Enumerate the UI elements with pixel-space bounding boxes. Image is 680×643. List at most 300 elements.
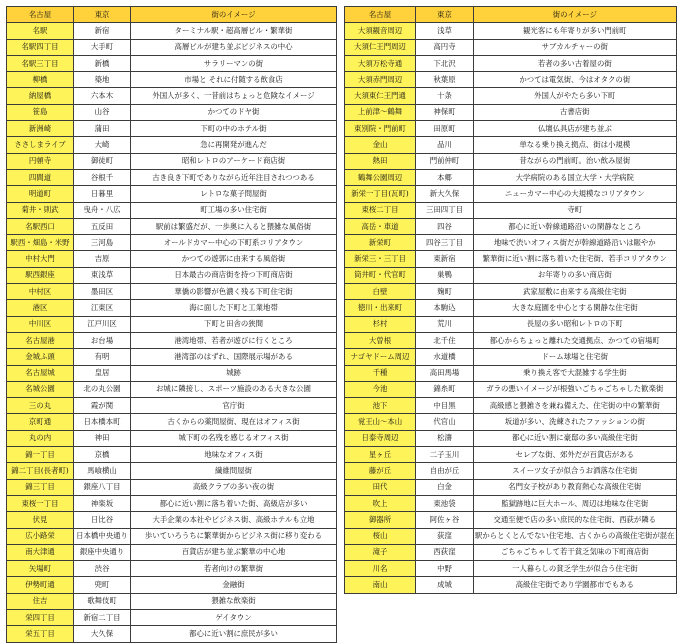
nagoya-area-cell: 四間道	[7, 169, 74, 185]
tokyo-area-cell: 代官山	[416, 414, 474, 430]
table-row	[7, 153, 337, 169]
right-table-body	[345, 23, 677, 593]
tokyo-area-cell: 御徒町	[74, 153, 131, 169]
nagoya-area-cell: 笹島	[7, 104, 74, 120]
tokyo-area-cell: 大崎	[74, 137, 131, 153]
image-description-cell: 都心からちょっと離れた交通拠点、かつての宿場町	[474, 332, 677, 348]
table-row	[7, 561, 337, 577]
nagoya-area-cell: 明道町	[7, 186, 74, 202]
image-description-cell: ニューカマー中心の大規模なコリアタウン	[474, 186, 677, 202]
nagoya-area-cell: 名駅西口	[7, 218, 74, 234]
table-row	[345, 218, 677, 234]
tokyo-area-cell: お台場	[74, 332, 131, 348]
table-row	[345, 267, 677, 283]
left-table	[6, 6, 337, 643]
table-row	[345, 447, 677, 463]
tokyo-area-cell: 日暮里	[74, 186, 131, 202]
table-row	[345, 544, 677, 560]
nagoya-area-cell: 中村大門	[7, 251, 74, 267]
nagoya-area-cell: 名古屋港	[7, 332, 74, 348]
tokyo-area-cell: 東池袋	[416, 495, 474, 511]
nagoya-area-cell: 千種	[345, 365, 416, 381]
nagoya-area-cell: 中村区	[7, 284, 74, 300]
tokyo-area-cell: 江戸川区	[74, 316, 131, 332]
nagoya-area-cell: 京町通	[7, 414, 74, 430]
nagoya-area-cell: 円頓寺	[7, 153, 74, 169]
tokyo-area-cell: 白金	[416, 479, 474, 495]
image-description-cell: 高級感と猥雑さを兼ね備えた、住宅街の中の繁華街	[474, 398, 677, 414]
nagoya-area-cell: 新栄町	[345, 235, 416, 251]
table-row	[345, 235, 677, 251]
table-row	[7, 88, 337, 104]
image-description-cell: 坂道が多い、洗練されたファッションの街	[474, 414, 677, 430]
nagoya-area-cell: 杉村	[345, 316, 416, 332]
tokyo-area-cell: 四谷	[416, 218, 474, 234]
table-row	[345, 55, 677, 71]
tokyo-area-cell: 大久保	[74, 626, 131, 642]
table-row	[345, 121, 677, 137]
tokyo-area-cell: 霞が関	[74, 398, 131, 414]
table-row	[345, 72, 677, 88]
table-row	[345, 365, 677, 381]
image-description-cell: 昭和レトロのアーケード商店街	[131, 153, 337, 169]
tokyo-area-cell: 東浅草	[74, 267, 131, 283]
nagoya-area-cell: 錦二丁目(長者町)	[7, 463, 74, 479]
nagoya-area-cell: 御器所	[345, 512, 416, 528]
table-row	[7, 316, 337, 332]
image-description-cell: 寺町	[474, 202, 677, 218]
image-description-cell: 乗り換え客で大混雑する学生街	[474, 365, 677, 381]
tokyo-area-cell: 十条	[416, 88, 474, 104]
tokyo-area-cell: 銀座中央通り	[74, 544, 131, 560]
tokyo-area-cell: 有明	[74, 349, 131, 365]
table-row	[7, 72, 337, 88]
nagoya-area-cell: 徳川・出来町	[345, 300, 416, 316]
table-row	[345, 186, 677, 202]
tokyo-area-cell: 品川	[416, 137, 474, 153]
image-description-cell: サブカルチャーの街	[474, 39, 677, 55]
tokyo-area-cell: 新大久保	[416, 186, 474, 202]
image-description-cell: 官庁街	[131, 398, 337, 414]
tokyo-area-cell: 田原町	[416, 121, 474, 137]
image-description-cell: 名門女子校があり教育熱心な高級住宅街	[474, 479, 677, 495]
tokyo-area-cell: 神保町	[416, 104, 474, 120]
tokyo-area-cell: 北千住	[416, 332, 474, 348]
image-description-cell: 下町の中のホテル街	[131, 121, 337, 137]
tokyo-area-cell: 二子玉川	[416, 447, 474, 463]
tokyo-area-cell: 四谷三丁目	[416, 235, 474, 251]
image-description-cell: ごちゃごちゃして若干貧乏気味の下町商店街	[474, 544, 677, 560]
nagoya-area-cell: 川名	[345, 561, 416, 577]
nagoya-area-cell: 柳橋	[7, 72, 74, 88]
image-description-cell: ゲイタウン	[131, 609, 337, 625]
table-row	[7, 300, 337, 316]
table-row	[345, 577, 677, 593]
table-row	[7, 544, 337, 560]
image-description-cell: 海に面した下町と工業地帯	[131, 300, 337, 316]
table-row	[345, 414, 677, 430]
tokyo-area-cell: 新橋	[74, 55, 131, 71]
nagoya-area-cell: 滝子	[345, 544, 416, 560]
table-row	[7, 593, 337, 609]
image-description-cell: お城に隣接し、スポーツ施設のある大きな公園	[131, 381, 337, 397]
table-row	[7, 463, 337, 479]
header-image: 街のイメージ	[474, 7, 677, 23]
tokyo-area-cell: 神田	[74, 430, 131, 446]
nagoya-area-cell: 南山	[345, 577, 416, 593]
image-description-cell: 大手企業の本社やビジネス街、高級ホテルも立地	[131, 512, 337, 528]
image-description-cell: 華僑の影響が色濃く残る下町住宅街	[131, 284, 337, 300]
tokyo-area-cell: 渋谷	[74, 561, 131, 577]
table-row	[7, 495, 337, 511]
table-row	[345, 137, 677, 153]
image-description-cell: 駅からとくとんでない住宅地、古くからの高級住宅街が混在	[474, 528, 677, 544]
tokyo-area-cell: 成城	[416, 577, 474, 593]
image-description-cell: セレブな街、郊外だが百貨店がある	[474, 447, 677, 463]
image-description-cell: 若者向けの繁華街	[131, 561, 337, 577]
tokyo-area-cell: 自由が丘	[416, 463, 474, 479]
table-row	[345, 381, 677, 397]
nagoya-area-cell: 矢場町	[7, 561, 74, 577]
table-row	[7, 398, 337, 414]
tokyo-area-cell: 日比谷	[74, 512, 131, 528]
image-description-cell: ターミナル駅・超高層ビル・繁華街	[131, 23, 337, 39]
right-table	[344, 6, 677, 594]
table-row	[7, 447, 337, 463]
image-description-cell: 都心に近い割に庶民が多い	[131, 626, 337, 642]
tokyo-area-cell: 水道橋	[416, 349, 474, 365]
image-description-cell: スイーツ女子が似合うお洒落な住宅街	[474, 463, 677, 479]
image-description-cell: 地味なオフィス街	[131, 447, 337, 463]
table-row	[345, 561, 677, 577]
table-row	[345, 430, 677, 446]
nagoya-area-cell: 大須赤門周辺	[345, 72, 416, 88]
nagoya-area-cell: 東桜二丁目	[345, 202, 416, 218]
table-row	[7, 332, 337, 348]
nagoya-area-cell: 港区	[7, 300, 74, 316]
image-description-cell: 交通至便で店の多い庶民的な住宅街、西荻が隣る	[474, 512, 677, 528]
image-description-cell: 昔ながらの門前町。治い飲み屋街	[474, 153, 677, 169]
nagoya-area-cell: 大須観音周辺	[345, 23, 416, 39]
nagoya-area-cell: 鶴舞公園周辺	[345, 169, 416, 185]
table-row	[7, 430, 337, 446]
nagoya-area-cell: 熱田	[345, 153, 416, 169]
tokyo-area-cell: 大手町	[74, 39, 131, 55]
tokyo-area-cell: 曳舟・八広	[74, 202, 131, 218]
tokyo-area-cell: 高田馬場	[416, 365, 474, 381]
image-description-cell: 長屋の多い昭和レトロの下町	[474, 316, 677, 332]
header-image: 街のイメージ	[131, 7, 337, 23]
tokyo-area-cell: 西荻窪	[416, 544, 474, 560]
nagoya-area-cell: 上前津〜鶴舞	[345, 104, 416, 120]
table-row	[7, 169, 337, 185]
table-row	[7, 365, 337, 381]
image-description-cell: 城跡	[131, 365, 337, 381]
table-row	[345, 202, 677, 218]
image-description-cell: 単なる乗り換え拠点、街は小規模	[474, 137, 677, 153]
image-description-cell: ガラの悪いイメージが根強いごちゃごちゃした歓楽街	[474, 381, 677, 397]
image-description-cell: 町工場の多い住宅街	[131, 202, 337, 218]
table-row	[7, 137, 337, 153]
nagoya-area-cell: 広小路栄	[7, 528, 74, 544]
nagoya-area-cell: 錦三丁目	[7, 479, 74, 495]
nagoya-area-cell: 名城公園	[7, 381, 74, 397]
table-row	[7, 577, 337, 593]
tokyo-area-cell: 馬喰横山	[74, 463, 131, 479]
table-row	[345, 349, 677, 365]
nagoya-area-cell: 新栄三・三丁目	[345, 251, 416, 267]
table-row	[345, 495, 677, 511]
tokyo-area-cell: 荻窪	[416, 528, 474, 544]
image-description-cell: 一人暮らしの貧乏学生が似合う住宅街	[474, 561, 677, 577]
tokyo-area-cell: 吉原	[74, 251, 131, 267]
nagoya-area-cell: 伊勢町通	[7, 577, 74, 593]
tokyo-area-cell: 築地	[74, 72, 131, 88]
table-row	[345, 512, 677, 528]
nagoya-area-cell: 田代	[345, 479, 416, 495]
nagoya-area-cell: 日泰寺周辺	[345, 430, 416, 446]
right-header-row	[345, 7, 677, 23]
tokyo-area-cell: 本駒込	[416, 300, 474, 316]
table-row	[7, 381, 337, 397]
header-nagoya: 名古屋	[7, 7, 74, 23]
tokyo-area-cell: 新宿二丁目	[74, 609, 131, 625]
table-row	[7, 267, 337, 283]
table-row	[7, 23, 337, 39]
nagoya-area-cell: 金城ふ頭	[7, 349, 74, 365]
image-description-cell: 大きな庭園を中心とする閑静な住宅街	[474, 300, 677, 316]
nagoya-area-cell: 名駅三丁目	[7, 55, 74, 71]
nagoya-area-cell: 名駅	[7, 23, 74, 39]
table-row	[345, 39, 677, 55]
table-row	[7, 186, 337, 202]
nagoya-area-cell: 覚王山〜本山	[345, 414, 416, 430]
nagoya-area-cell: 大須東仁王門通	[345, 88, 416, 104]
tokyo-area-cell: 阿佐ヶ谷	[416, 512, 474, 528]
table-row	[7, 349, 337, 365]
tokyo-area-cell: 東新宿	[416, 251, 474, 267]
nagoya-area-cell: 駅西・畑島・米野	[7, 235, 74, 251]
image-description-cell: 仏壇仏具店が建ち並ぶ	[474, 121, 677, 137]
tokyo-area-cell: 銀座八丁目	[74, 479, 131, 495]
image-description-cell: かつては電気街、今はオタクの街	[474, 72, 677, 88]
tokyo-area-cell: 高円寺	[416, 39, 474, 55]
image-description-cell: 古書店街	[474, 104, 677, 120]
table-row	[345, 153, 677, 169]
nagoya-area-cell: 三の丸	[7, 398, 74, 414]
tokyo-area-cell: 六本木	[74, 88, 131, 104]
tokyo-area-cell: 三河島	[74, 235, 131, 251]
tokyo-area-cell: 兜町	[74, 577, 131, 593]
tokyo-area-cell: 門前仲町	[416, 153, 474, 169]
tokyo-area-cell: 荒川	[416, 316, 474, 332]
header-tokyo: 東京	[416, 7, 474, 23]
image-description-cell: 急に再開発が進んだ	[131, 137, 337, 153]
tokyo-area-cell: 中目黒	[416, 398, 474, 414]
nagoya-area-cell: 住吉	[7, 593, 74, 609]
image-description-cell: 百貨店が建ち並ぶ繁華の中心地	[131, 544, 337, 560]
table-row	[7, 251, 337, 267]
tokyo-area-cell: 蒲田	[74, 121, 131, 137]
tokyo-area-cell: 五反田	[74, 218, 131, 234]
image-description-cell: 歩いていろうちに繁華街からビジネス街に移り変わる	[131, 528, 337, 544]
nagoya-area-cell: 名駅四丁目	[7, 39, 74, 55]
nagoya-area-cell: 新洲崎	[7, 121, 74, 137]
nagoya-area-cell: 星ヶ丘	[345, 447, 416, 463]
image-description-cell: 高級住宅街であり学園都市でもある	[474, 577, 677, 593]
nagoya-area-cell: 筒井町・代官町	[345, 267, 416, 283]
image-description-cell: 古くからの薬問屋街、現在はオフィス街	[131, 414, 337, 430]
image-description-cell: 観光客にも年寄りが多い門前町	[474, 23, 677, 39]
image-description-cell: 地味で渋いオフィス街だが幹線道路沿いは賑やか	[474, 235, 677, 251]
tokyo-area-cell: 三田四丁目	[416, 202, 474, 218]
image-description-cell: 古き良き下町でありながら近年注目されつつある	[131, 169, 337, 185]
left-table-body	[7, 23, 337, 642]
table-row	[7, 202, 337, 218]
image-description-cell: 高級クラブの多い夜の街	[131, 479, 337, 495]
table-row	[345, 300, 677, 316]
tokyo-area-cell: 巣鴨	[416, 267, 474, 283]
table-row	[7, 626, 337, 642]
nagoya-area-cell: 大須万松寺通	[345, 55, 416, 71]
nagoya-area-cell: 新栄一丁目(瓦町)	[345, 186, 416, 202]
nagoya-area-cell: 中川区	[7, 316, 74, 332]
table-row	[345, 104, 677, 120]
image-description-cell: レトロな菓子問屋街	[131, 186, 337, 202]
nagoya-area-cell: 錦一丁目	[7, 447, 74, 463]
nagoya-area-cell: ナゴヤドーム周辺	[345, 349, 416, 365]
tokyo-area-cell: 松濤	[416, 430, 474, 446]
nagoya-area-cell: 池下	[345, 398, 416, 414]
table-row	[345, 332, 677, 348]
image-description-cell: 大学病院のある国立大学・大学病院	[474, 169, 677, 185]
tokyo-area-cell: 皇居	[74, 365, 131, 381]
table-row	[7, 55, 337, 71]
image-description-cell: 外国人が多く、一昔前はちょっと危険なイメージ	[131, 88, 337, 104]
image-description-cell: 都心に近い割に豪邸の多い高級住宅街	[474, 430, 677, 446]
image-description-cell: サラリーマンの街	[131, 55, 337, 71]
table-row	[7, 528, 337, 544]
table-row	[7, 235, 337, 251]
nagoya-area-cell: 菊井・則武	[7, 202, 74, 218]
image-description-cell: かつての遊郭に由来する風俗街	[131, 251, 337, 267]
nagoya-area-cell: 白壁	[345, 284, 416, 300]
image-description-cell: 下町と田舎の狭間	[131, 316, 337, 332]
nagoya-area-cell: 南大津通	[7, 544, 74, 560]
tokyo-area-cell: 京橋	[74, 447, 131, 463]
tokyo-area-cell: 新宿	[74, 23, 131, 39]
nagoya-area-cell: 栄四丁目	[7, 609, 74, 625]
nagoya-area-cell: 藤が丘	[345, 463, 416, 479]
image-description-cell: 市場と それに付随する飲食店	[131, 72, 337, 88]
nagoya-area-cell: 大須仁王門周辺	[345, 39, 416, 55]
table-row	[7, 121, 337, 137]
image-description-cell: 都心に近い幹線通路沿いの閑静なところ	[474, 218, 677, 234]
image-description-cell: 若者の多い古着屋の街	[474, 55, 677, 71]
tokyo-area-cell: 日本橋本町	[74, 414, 131, 430]
table-row	[345, 169, 677, 185]
nagoya-area-cell: 東桜一丁目	[7, 495, 74, 511]
table-row	[345, 284, 677, 300]
table-row	[345, 528, 677, 544]
nagoya-area-cell: 大曽根	[345, 332, 416, 348]
header-nagoya: 名古屋	[345, 7, 416, 23]
nagoya-area-cell: 桜山	[345, 528, 416, 544]
image-description-cell: 繁華街に近い割に落ち着いた住宅街、若手コリアタウン	[474, 251, 677, 267]
table-row	[345, 316, 677, 332]
table-row	[7, 479, 337, 495]
nagoya-area-cell: 名古屋城	[7, 365, 74, 381]
table-row	[345, 463, 677, 479]
image-description-cell: お年寄りの多い商店街	[474, 267, 677, 283]
nagoya-area-cell: 伏見	[7, 512, 74, 528]
tokyo-area-cell: 神楽坂	[74, 495, 131, 511]
image-description-cell: 外国人がやたら多い下町	[474, 88, 677, 104]
image-description-cell: 監獄跡地に巨大ホール、周辺は地味な住宅街	[474, 495, 677, 511]
tokyo-area-cell: 秋葉原	[416, 72, 474, 88]
table-row	[7, 414, 337, 430]
table-row	[7, 39, 337, 55]
nagoya-area-cell: 吹上	[345, 495, 416, 511]
table-row	[345, 88, 677, 104]
table-row	[345, 398, 677, 414]
tokyo-area-cell: 麹町	[416, 284, 474, 300]
nagoya-area-cell: 納屋橋	[7, 88, 74, 104]
nagoya-area-cell: 丸の内	[7, 430, 74, 446]
nagoya-area-cell: 栄五丁目	[7, 626, 74, 642]
tokyo-area-cell: 江東区	[74, 300, 131, 316]
tokyo-area-cell: 中野	[416, 561, 474, 577]
image-description-cell: 港湾地帯、若者が遊びに行くところ	[131, 332, 337, 348]
table-row	[7, 218, 337, 234]
tokyo-area-cell: 墨田区	[74, 284, 131, 300]
tokyo-area-cell: 本郷	[416, 169, 474, 185]
tokyo-area-cell: 下北沢	[416, 55, 474, 71]
image-description-cell: 城下町の名残を感じるオフィス街	[131, 430, 337, 446]
nagoya-area-cell: 今池	[345, 381, 416, 397]
image-description-cell: 都心に近い割に落ち着いた街、高級店が多い	[131, 495, 337, 511]
tokyo-area-cell: 北の丸公園	[74, 381, 131, 397]
nagoya-area-cell: 東別院・門前町	[345, 121, 416, 137]
nagoya-area-cell: ささしまライブ	[7, 137, 74, 153]
image-description-cell: 繊維問屋街	[131, 463, 337, 479]
image-description-cell: 武家屋敷に由来する高級住宅街	[474, 284, 677, 300]
image-description-cell: 金融街	[131, 577, 337, 593]
table-row	[7, 284, 337, 300]
tokyo-area-cell: 山谷	[74, 104, 131, 120]
tokyo-area-cell: 歌舞伎町	[74, 593, 131, 609]
image-description-cell: 猥雑な飲楽街	[131, 593, 337, 609]
image-description-cell: 日本最古の商店街を持つ下町商店街	[131, 267, 337, 283]
header-tokyo: 東京	[74, 7, 131, 23]
image-description-cell: かつてのドヤ街	[131, 104, 337, 120]
tokyo-area-cell: 浅草	[416, 23, 474, 39]
tokyo-area-cell: 日本橋中央通り	[74, 528, 131, 544]
image-description-cell: 高層ビルが建ち並ぶビジネスの中心	[131, 39, 337, 55]
nagoya-area-cell: 高岳・車道	[345, 218, 416, 234]
image-description-cell: オールドカマー中心の下町系コリアタウン	[131, 235, 337, 251]
left-header-row	[7, 7, 337, 23]
table-row	[345, 251, 677, 267]
image-description-cell: 港湾部のはずれ、国際展示場がある	[131, 349, 337, 365]
tokyo-area-cell: 谷根千	[74, 169, 131, 185]
image-description-cell: ドーム球場と住宅街	[474, 349, 677, 365]
nagoya-area-cell: 金山	[345, 137, 416, 153]
table-row	[7, 609, 337, 625]
nagoya-area-cell: 駅西銀座	[7, 267, 74, 283]
table-row	[7, 512, 337, 528]
tokyo-area-cell: 錦糸町	[416, 381, 474, 397]
